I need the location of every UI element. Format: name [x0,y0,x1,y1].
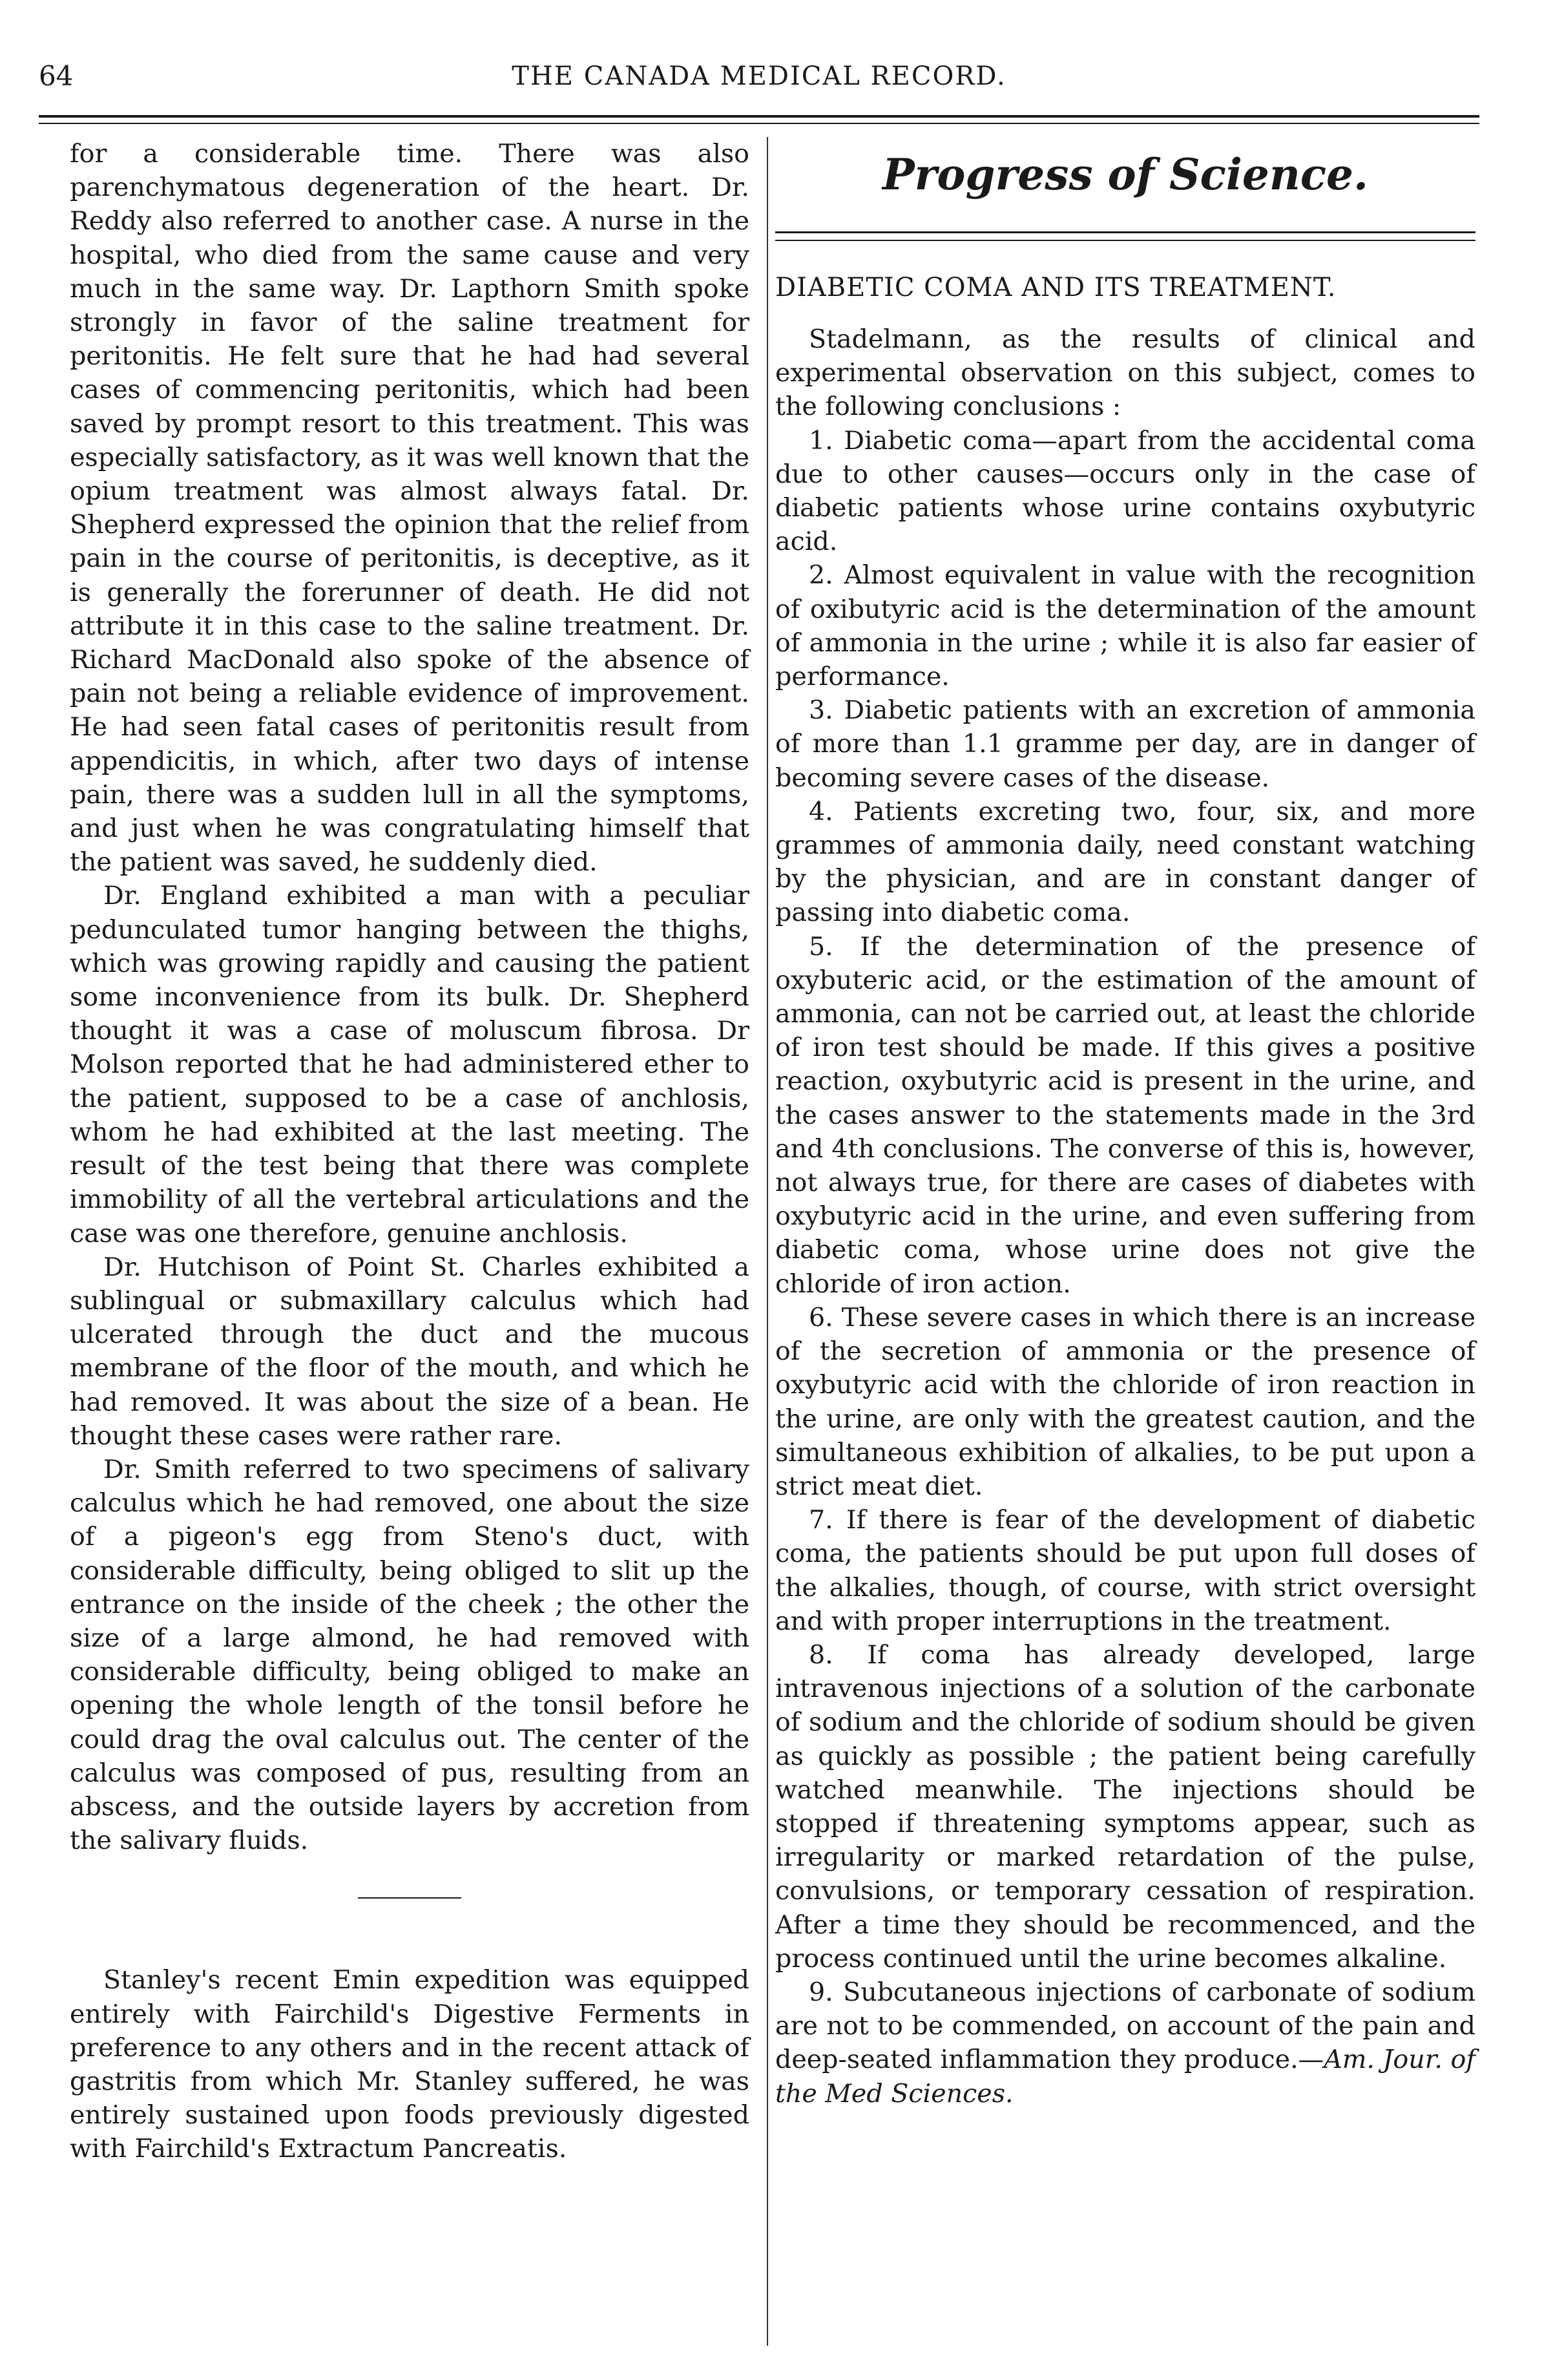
paragraph-stanley-notice: Stanley's recent Emin expedition was equipped entirely with Fairchild's Digestive Ferments in preference to any others and in the recent attack of gastritis from which Mr. Stanley suffered, he was entirely sustained upon foods previously digested with Fairchild's Extractum Pancreatis. [70,1965,749,2164]
section-rule-thin [775,240,1475,241]
paragraph-smith-salivary-calculus: Dr. Smith referred to two specimens of salivary calculus which he had removed, one about the size of a pigeon's egg from Steno's duct, with considerable difficulty, being obliged to slit up the entrance on the inside of the cheek ; the other the size of a large almond, he had removed with considerable difficulty, being obliged to make an opening the whole length of the tonsil before he could drag the oval calculus out. The center of the calculus was composed of pus, resulting from an abscess, and the outside layers by accretion from the salivary fluids. [70,1454,749,1856]
header-rule-thick [39,115,1479,118]
article-intro: Stadelmann, as the results of clinical and experimental observation on this subject, comes to the following conclusions : [775,324,1475,422]
journal-citation: Am. Jour. of the Med Sciences. [775,2045,1475,2109]
conclusion-5: 5. If the determination of the presence of oxybuteric acid, or the estimation of the amount of ammonia, can not be carried out, at least the chloride of iron test should be made. If this gives a positive reaction, oxybutyric acid is present in the urine, and the cases answer to the statements made in the 3rd and 4th conclusions. The converse of this is, however, not always true, for there are cases of diabetes with oxybutyric acid in the urine, and even suffering from diabetic coma, whose urine does not give the chloride of iron action. [775,931,1475,1299]
right-column [775,137,1475,2111]
section-heading: Progress of Science. [882,149,1369,200]
header-rule-thin [39,123,1479,124]
conclusion-4: 4. Patients excreting two, four, six, and more grammes of ammonia daily, need constant watching by the physician, and are in constant danger of passing into diabetic coma. [775,796,1475,928]
article-title: DIABETIC COMA AND ITS TREATMENT. [775,273,1337,302]
paragraph-hutchison-calculus: Dr. Hutchison of Point St. Charles exhibited a sublingual or submaxillary calculus which had ulcerated through the duct and the mucous membrane of the floor of the mouth, and which he had removed. It was about the size of a bean. He thought these cases were rather rare. [70,1252,749,1451]
column-divider [767,137,768,2346]
conclusion-3: 3. Diabetic patients with an excretion of ammonia of more than 1.1 gramme per day, are in danger of becoming severe cases of the disease. [775,695,1475,793]
page-number: 64 [39,60,74,92]
conclusion-9-text: 9. Subcutaneous injections of carbonate of sodium are not to be commended, on account of the pain and deep-seated inflammation they produce.— [775,1977,1475,2075]
conclusion-7: 7. If there is fear of the development of diabetic coma, the patients should be put upon full doses of the alkalies, though, of course, with strict oversight and with proper interruptions in the treatment. [775,1505,1475,1636]
conclusion-6: 6. These severe cases in which there is an increase of the secretion of ammonia or the presence of oxybutyric acid with the chloride of iron reaction in the urine, are only with the greatest caution, and the simultaneous exhibition of alkalies, to be put upon a strict meat diet. [775,1302,1475,1501]
paragraph-england-tumor: Dr. England exhibited a man with a peculiar pedunculated tumor hanging between the thighs, which was growing rapidly and causing the patient some inconvenience from its bulk. Dr. Shepherd thought it was a case of moluscum fibrosa. Dr Molson reported that he had administered ether to the patient, supposed to be a case of anchlosis, whom he had exhibited at the last meeting. The result of the test being that there was complete immobility of all the vertebral articulations and the case was one therefore, genuine anchlosis. [70,881,749,1248]
section-separator [358,1897,461,1899]
left-column [70,137,749,2166]
section-rule-thick [775,231,1475,233]
conclusion-8: 8. If coma has already developed, large intravenous injections of a solution of the carbonate of sodium and the chloride of sodium should be given as quickly as possible ; the patient being carefully watched meanwhile. The injections should be stopped if threatening symptoms appear, such as irregularity or marked retardation of the pulse, convulsions, or temporary cessation of respiration. After a time they should be recommenced, and the process continued until the urine becomes alkaline. [775,1639,1475,1974]
page-header [39,57,1479,96]
paragraph-peritonitis-discussion: for a considerable time. There was also parenchymatous degeneration of the heart. Dr. Reddy also referred to another case. A nurse in the hospital, who died from the same cause and very much in the same way. Dr. Lapthorn Smith spoke strongly in favor of the saline treatment for peritonitis. He felt sure that he had had several cases of commencing peritonitis, which had been saved by prompt resort to this treatment. This was especially satisfactory, as it was well known that the opium treatment was almost always fatal. Dr. Shepherd expressed the opinion that the relief from pain in the course of peritonitis, is deceptive, as it is generally the forerunner of death. He did not attribute it in this case to the saline treatment. Dr. Richard MacDonald also spoke of the absence of pain not being a reliable evidence of improvement. He had seen fatal cases of peritonitis result from appendicitis, in which, after two days of intense pain, there was a sudden lull in all the symptoms, and just when he was congratulating himself that the patient was saved, he suddenly died. [70,139,750,878]
conclusion-9 [775,1975,1475,2111]
conclusion-1: 1. Diabetic coma—apart from the accidental coma due to other causes—occurs only in the case of diabetic patients whose urine contains oxybutyric acid. [775,425,1475,557]
running-title: THE CANADA MEDICAL RECORD. [512,61,1006,91]
conclusion-2: 2. Almost equivalent in value with the recognition of oxibutyric acid is the determination of the amount of ammonia in the urine ; while it is also far easier of performance. [775,560,1475,692]
